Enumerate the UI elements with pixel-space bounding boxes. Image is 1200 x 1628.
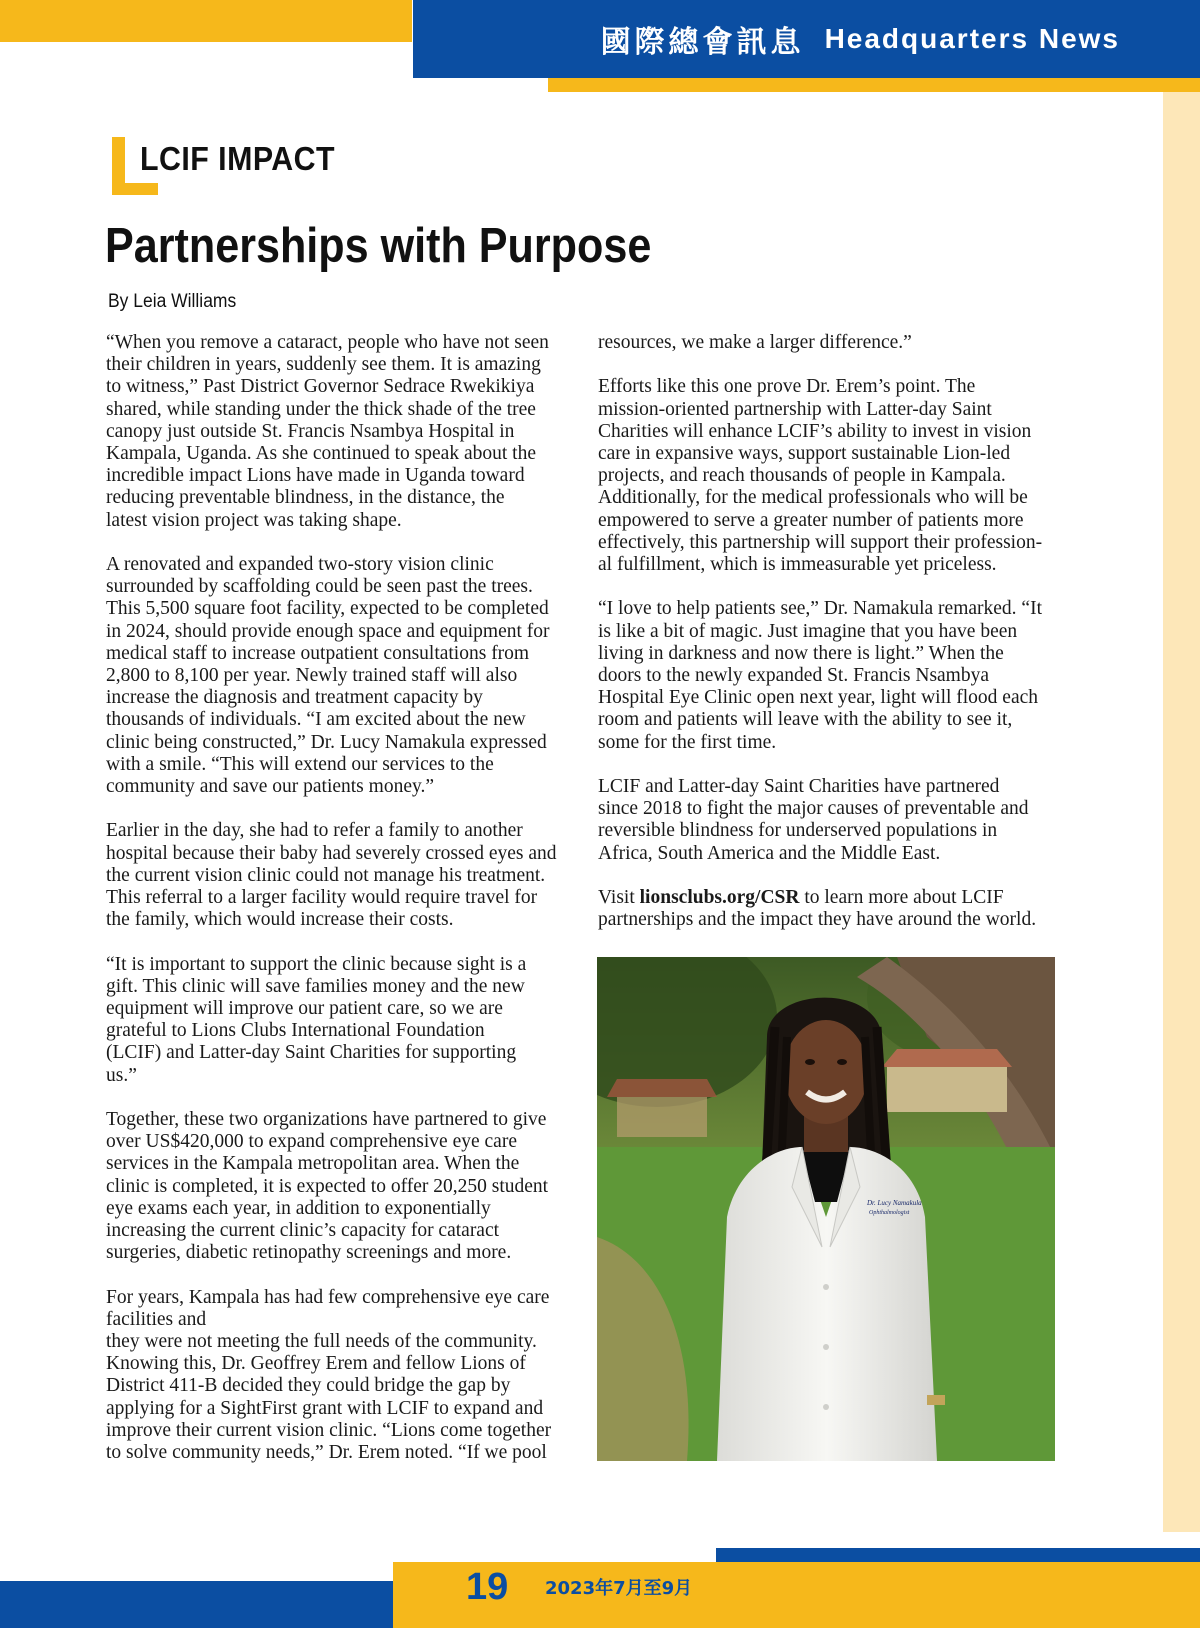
article-title: Partnerships with Purpose — [105, 219, 652, 273]
text-line: living in darkness and now there is light.” When the — [598, 642, 1004, 664]
text-line: Efforts like this one prove Dr. Erem’s point. The — [598, 376, 976, 398]
text-line: eye exams each year, in addition to exponentially — [106, 1197, 491, 1219]
header-chinese-title: 國際總會訊息 — [600, 25, 805, 60]
right-column — [598, 332, 1068, 954]
text-line: Charities will enhance LCIF’s ability to invest in vision — [598, 420, 1032, 442]
text-line: Additionally, for the medical professionals who will be — [598, 487, 1028, 509]
text-line: For years, Kampala has had few comprehensive eye care — [106, 1286, 550, 1308]
text-line: their children in years, suddenly see them. It is amazing — [106, 354, 541, 376]
text-line: us.” — [106, 1064, 137, 1086]
text-line: is like a bit of magic. Just imagine that you have been — [598, 620, 1018, 642]
text-line: Earlier in the day, she had to refer a family to another — [106, 820, 523, 842]
left-column — [106, 332, 576, 1486]
text-line: the family, which would increase their costs. — [106, 909, 454, 931]
text-line: since 2018 to fight the major causes of preventable and — [598, 798, 1029, 820]
header-yellow-underline — [548, 78, 1200, 92]
text-line: thousands of individuals. “I am excited about the new — [106, 709, 526, 731]
paragraph — [598, 332, 1068, 354]
header-yellow-bar — [0, 0, 412, 42]
section-label: LCIF IMPACT — [140, 140, 336, 177]
text-line: Africa, South America and the Middle East. — [598, 842, 941, 864]
text-line: surgeries, diabetic retinopathy screenings and more. — [106, 1242, 512, 1264]
text-line: some for the first time. — [598, 731, 777, 753]
text-line: This 5,500 square foot facility, expected to be completed — [106, 598, 549, 620]
footer-blue-left — [0, 1581, 393, 1628]
text-line: to solve community needs,” Dr. Erem noted. “If we pool — [106, 1442, 547, 1464]
text-line: “It is important to support the clinic because sight is a — [106, 953, 527, 975]
text-line: in 2024, should provide enough space and equipment for — [106, 620, 550, 642]
footer-yellow-bar — [393, 1562, 1200, 1628]
text-line: equipment will improve our patient care, so we are — [106, 998, 503, 1020]
paragraph — [598, 598, 1068, 753]
footer-blue-right — [716, 1548, 1200, 1562]
text-line: community and save our patients money.” — [106, 776, 434, 798]
paragraph — [106, 1109, 576, 1264]
text-line: room and patients will leave with the ability to see it, — [598, 709, 1013, 731]
text-line: Hospital Eye Clinic open next year, light will flood each — [598, 687, 1039, 709]
text-line: “I love to help patients see,” Dr. Namakula remarked. “It — [598, 598, 1042, 620]
text-line: resources, we make a larger difference.” — [598, 332, 912, 353]
issue-date: 2023年7月至9月 — [545, 1578, 693, 1599]
text-line: effectively, this partnership will support their profession- — [598, 531, 1043, 553]
text-line: grateful to Lions Clubs International Foundation — [106, 1020, 485, 1042]
text-line: facilities and — [106, 1308, 207, 1330]
csr-link[interactable]: lionsclubs.org/CSR — [639, 887, 800, 909]
text-line: increase the diagnosis and treatment capacity by — [106, 687, 483, 709]
header-english-title: Headquarters News — [824, 23, 1120, 54]
text-line: empowered to serve a greater number of patients more — [598, 509, 1024, 531]
header-title — [413, 0, 1200, 78]
text-line: canopy just outside St. Francis Nsambya Hospital in — [106, 420, 515, 442]
text-line: 2,800 to 8,100 per year. Newly trained staff will also — [106, 665, 518, 687]
text-line: reducing preventable blindness, in the distance, the — [106, 487, 505, 509]
text-line: the current vision clinic could not manage his treatment. — [106, 864, 546, 886]
visit-paragraph: Visit lionsclubs.org/CSR to learn more about LCIF partnerships and the impact they have around the world. — [598, 887, 1037, 931]
paragraph — [106, 332, 576, 532]
side-stripe — [1163, 92, 1200, 1532]
text-line: improve their current vision clinic. “Lions come together — [106, 1419, 552, 1441]
text-line: to witness,” Past District Governor Sedrace Rwekikiya — [106, 376, 535, 398]
text-line: they were not meeting the full needs of the community. — [106, 1331, 537, 1353]
text-line: Together, these two organizations have partnered to give — [106, 1109, 547, 1131]
text-line: surrounded by scaffolding could be seen past the trees. — [106, 576, 533, 598]
text-line: Kampala, Uganda. As she continued to speak about the — [106, 443, 536, 465]
paragraph — [106, 1287, 576, 1465]
text-line: services in the Kampala metropolitan area. When the — [106, 1153, 520, 1175]
text-line: clinic being constructed,” Dr. Lucy Namakula expressed — [106, 731, 547, 753]
text-line: reversible blindness for underserved populations in — [598, 820, 998, 842]
text-line: medical staff to increase outpatient consultations from — [106, 642, 530, 664]
text-line: shared, while standing under the thick shade of the tree — [106, 398, 536, 420]
text-line: gift. This clinic will save families money and the new — [106, 975, 525, 997]
paragraph — [106, 554, 576, 798]
text-line: with a smile. “This will extend our services to the — [106, 753, 494, 775]
text-line: This referral to a larger facility would require travel for — [106, 887, 538, 909]
article-byline: By Leia Williams — [108, 291, 237, 312]
text-line: care in expansive ways, support sustainable Lion-led — [598, 443, 1011, 464]
doctor-photo — [597, 957, 1055, 1461]
paragraph — [598, 776, 1068, 865]
text-line: LCIF and Latter-day Saint Charities have partnered — [598, 776, 1000, 798]
text-line: al fulfillment, which is immeasurable yet priceless. — [598, 554, 997, 576]
paragraph — [598, 376, 1068, 576]
text-line: clinic is completed, it is expected to offer 20,250 student — [106, 1175, 549, 1197]
coat-embroidery-title: Ophthalmologist — [869, 1210, 910, 1216]
text-line: A renovated and expanded two-story vision clinic — [106, 554, 494, 576]
text-line: mission-oriented partnership with Latter-day Saint — [598, 398, 992, 420]
paragraph — [106, 820, 576, 931]
text-line: applying for a SightFirst grant with LCIF to expand and — [106, 1397, 544, 1419]
text-line: (LCIF) and Latter-day Saint Charities for supporting — [106, 1042, 517, 1064]
text-line: projects, and reach thousands of people in Kampala. — [598, 465, 1006, 487]
paragraph — [106, 954, 576, 1087]
text-line: hospital because their baby had severely crossed eyes and — [106, 842, 557, 864]
coat-embroidery-name: Dr. Lucy Namakula — [867, 1199, 922, 1207]
text-line: latest vision project was taking shape. — [106, 509, 402, 531]
text-line: over US$420,000 to expand comprehensive eye care — [106, 1131, 517, 1153]
text-line: “When you remove a cataract, people who have not seen — [106, 332, 549, 353]
text-line: Knowing this, Dr. Geoffrey Erem and fellow Lions of — [106, 1353, 526, 1375]
text-line: incredible impact Lions have made in Uganda toward — [106, 465, 525, 487]
text-line: District 411-B decided they could bridge the gap by — [106, 1375, 511, 1397]
text-line: doors to the newly expanded St. Francis Nsambya — [598, 665, 990, 687]
text-line: increasing the current clinic’s capacity for cataract — [106, 1220, 500, 1242]
page-number: 19 — [466, 1566, 509, 1608]
